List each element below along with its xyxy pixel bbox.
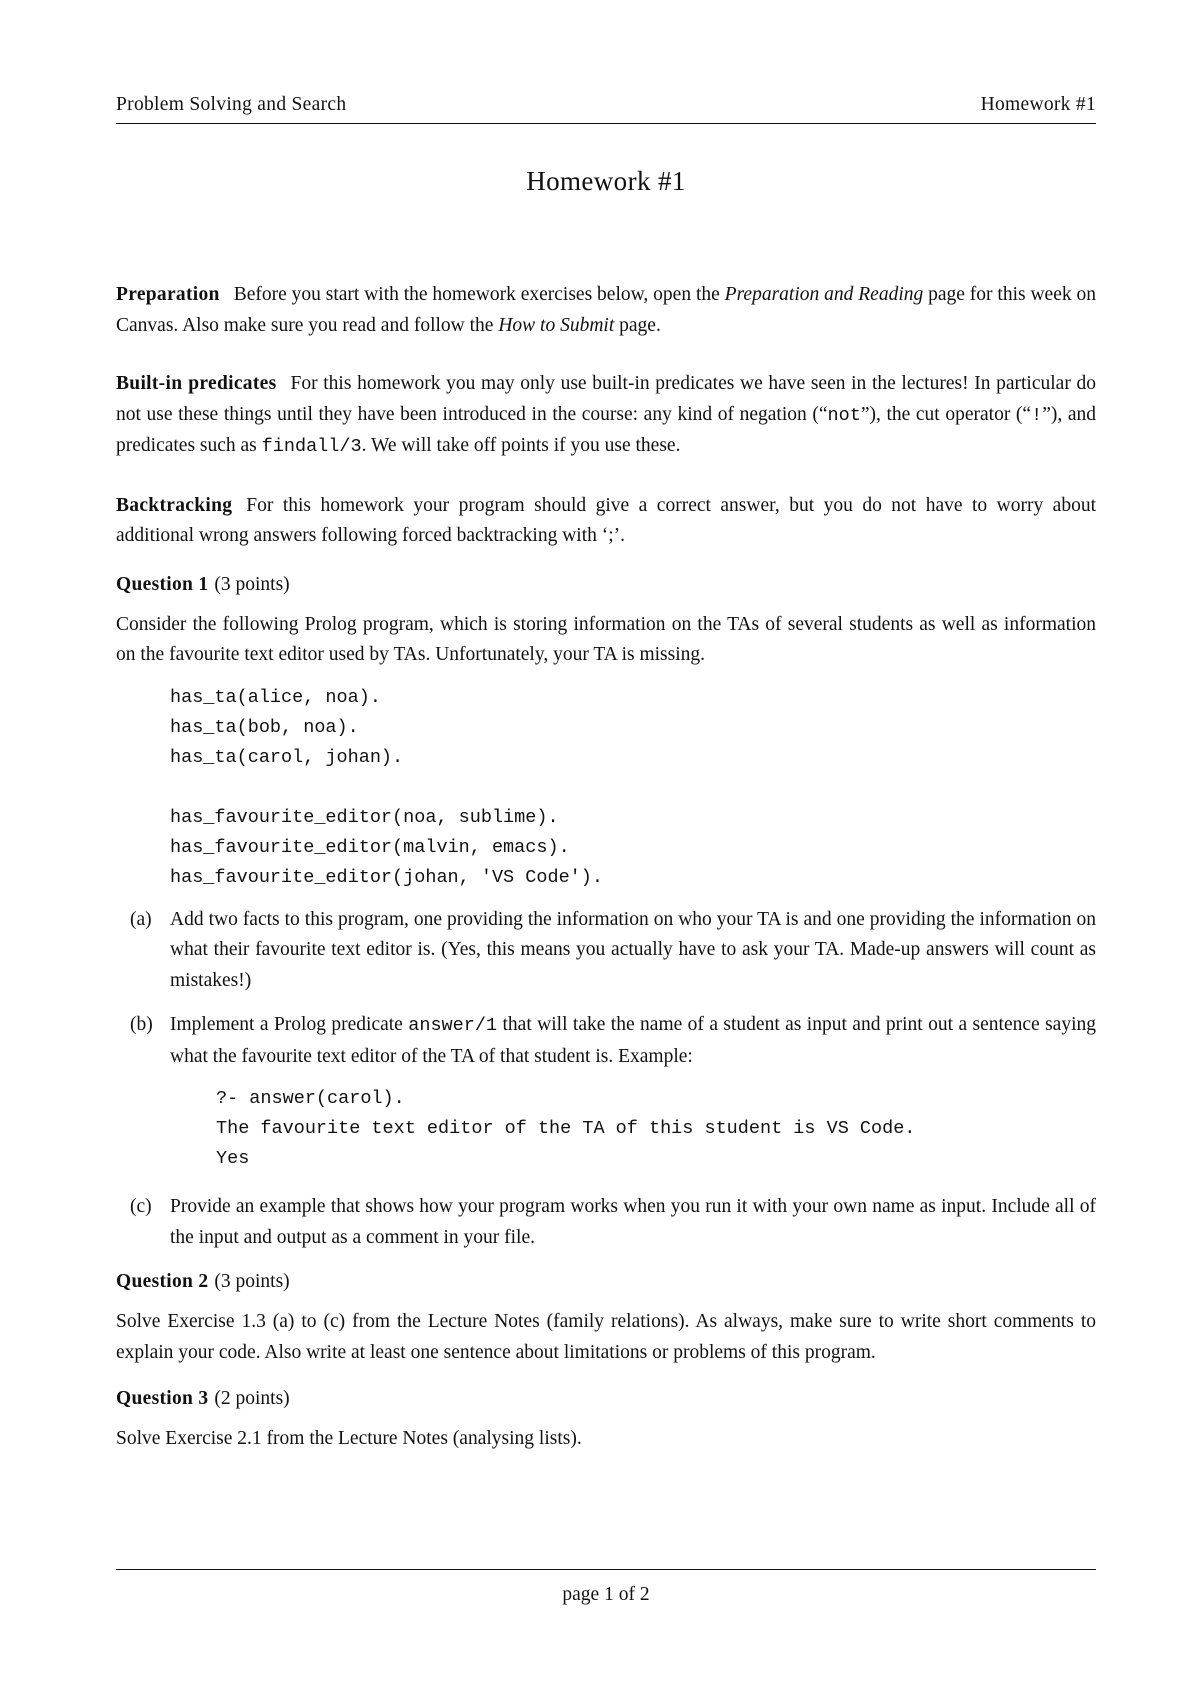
builtins-text-4: . We will take off points if you use these. <box>361 435 681 456</box>
cut-keyword: ! <box>1031 404 1043 426</box>
backtracking-text: For this homework your program should give a correct answer, but you do not have to worry about additional wrong answers following forced backtracking with ‘;’. <box>116 494 1096 546</box>
footer-rule <box>116 1569 1096 1570</box>
backtracking-heading: Backtracking <box>116 494 233 516</box>
preparation-text-3: page. <box>614 314 661 336</box>
not-keyword: not <box>827 404 861 426</box>
document-body <box>116 280 1096 1455</box>
page-number: page 1 of 2 <box>562 1584 650 1605</box>
document-page <box>116 0 1096 1696</box>
example-line: Yes <box>216 1148 250 1169</box>
code-line: has_favourite_editor(malvin, emacs). <box>170 836 570 858</box>
example-query-code <box>216 1084 1096 1174</box>
code-blank-line <box>170 773 1096 803</box>
running-header <box>116 94 1096 116</box>
builtin-predicates-heading: Built-in predicates <box>116 373 277 394</box>
question-3-label: Question 3 <box>116 1388 209 1409</box>
code-line: has_ta(alice, noa). <box>170 686 381 708</box>
preparation-text-1: Before you start with the homework exercises below, open the <box>233 284 725 305</box>
builtins-text-2: ”), the cut operator (“ <box>860 403 1032 425</box>
question-1-intro: Consider the following Prolog program, which is storing information on the TAs of several students as well as information on the favourite text editor used by TAs. Unfortunately, your TA is missing. <box>116 613 1096 665</box>
preparation-text-2: page for this week on Canvas. Also make sure you read and follow the <box>116 284 1096 336</box>
code-line: has_favourite_editor(johan, 'VS Code'). <box>170 866 603 888</box>
question-1-subparts <box>116 905 1096 1254</box>
course-name: Problem Solving and Search <box>116 94 347 115</box>
backtracking-paragraph <box>116 491 1096 552</box>
builtin-predicates-paragraph <box>116 369 1096 463</box>
preparation-reading-page-ref: Preparation and Reading <box>724 284 924 305</box>
header-rule <box>116 123 1096 124</box>
subpart-b-text-1: Implement a Prolog predicate <box>170 1014 409 1035</box>
question-2-points: (3 points) <box>214 1271 290 1292</box>
subpart-a <box>116 905 1096 997</box>
preparation-heading: Preparation <box>116 284 220 305</box>
preparation-paragraph <box>116 280 1096 341</box>
subpart-a-label: (a) <box>130 908 152 930</box>
subpart-c <box>116 1192 1096 1253</box>
builtins-text-1: For this homework you may only use built-in predicates we have seen in the lectures! In particular do not use these things until they have been introduced in the course: any kind of negation (“ <box>116 373 1096 425</box>
subpart-b <box>116 1010 1096 1178</box>
subpart-b-label: (b) <box>130 1014 153 1035</box>
page-title: Homework #1 <box>526 166 686 196</box>
subpart-a-text: Add two facts to this program, one providing the information on who your TA is and one providing the information on what their favourite text editor is. (Yes, this means you actually have to ask your TA. Made-up answers will count as mistakes!) <box>170 908 1096 991</box>
question-1-heading <box>116 570 1096 600</box>
question-2-text: Solve Exercise 1.3 (a) to (c) from the Lecture Notes (family relations). As always, make sure to write short comments to explain your code. Also write at least one sentence about limitations or problems of this program. <box>116 1311 1096 1363</box>
question-2-label: Question 2 <box>116 1271 209 1292</box>
subpart-b-text <box>170 1010 1096 1072</box>
prolog-program-code <box>170 683 1096 893</box>
question-3-heading <box>116 1384 1096 1414</box>
example-line: The favourite text editor of the TA of this student is VS Code. <box>216 1118 916 1139</box>
question-3-points: (2 points) <box>214 1388 290 1409</box>
header-homework-label: Homework #1 <box>980 94 1096 115</box>
code-line: has_ta(bob, noa). <box>170 716 359 738</box>
findall-keyword: findall/3 <box>261 436 362 457</box>
question-2-heading <box>116 1267 1096 1297</box>
code-line: has_ta(carol, johan). <box>170 746 404 768</box>
question-1-points: (3 points) <box>214 573 290 595</box>
question-3-text: Solve Exercise 2.1 from the Lecture Notes (analysing lists). <box>116 1428 582 1449</box>
subpart-c-text: Provide an example that shows how your program works when you run it with your own name as input. Include all of the input and output as a comment in your file. <box>170 1196 1096 1248</box>
example-line: ?- answer(carol). <box>216 1088 405 1109</box>
answer-predicate: answer/1 <box>408 1015 498 1036</box>
question-1-label: Question 1 <box>116 573 209 595</box>
subpart-c-label: (c) <box>130 1196 152 1217</box>
subpart-b-text-2: that will take the name of a student as input and print out a sentence saying what the favourite text editor of the TA of that student is. Example: <box>170 1014 1096 1067</box>
code-line: has_favourite_editor(noa, sublime). <box>170 806 559 828</box>
builtins-text-3: ”), and predicates such as <box>116 403 1096 456</box>
how-to-submit-page-ref: How to Submit <box>498 314 615 336</box>
